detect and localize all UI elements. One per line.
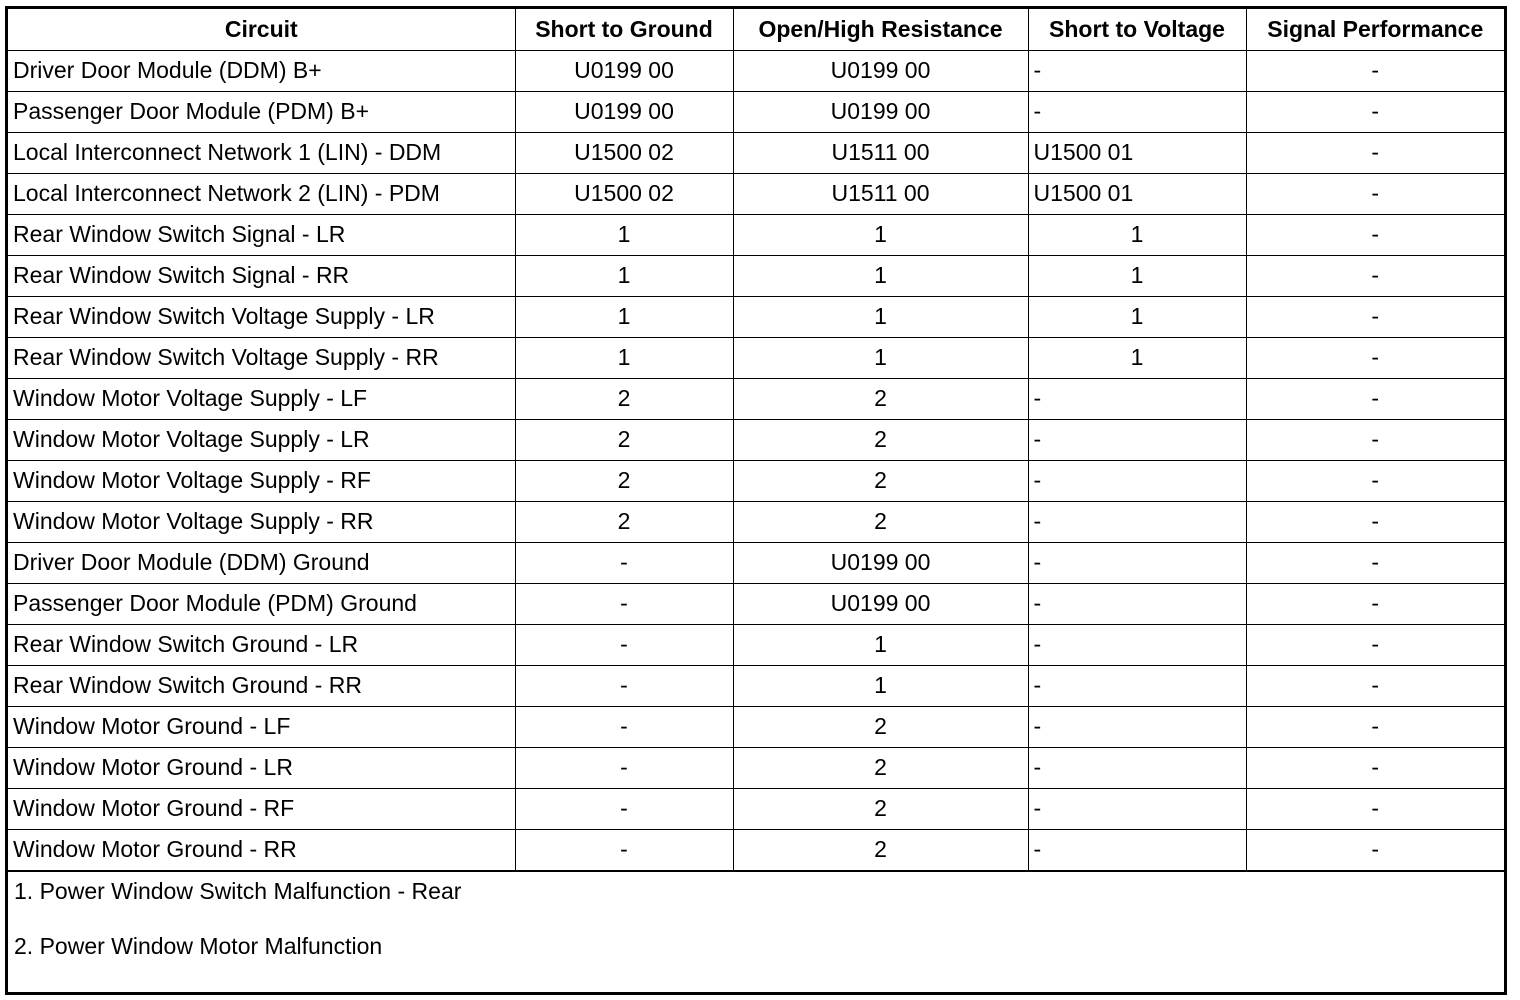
cell-open-high-resistance: 1 [733, 337, 1028, 378]
cell-open-high-resistance: U0199 00 [733, 583, 1028, 624]
cell-circuit: Window Motor Voltage Supply - LR [8, 419, 515, 460]
cell-circuit: Window Motor Ground - RF [8, 788, 515, 829]
cell-short-to-ground: - [515, 583, 733, 624]
cell-short-to-ground: 1 [515, 296, 733, 337]
cell-signal-performance: - [1246, 132, 1504, 173]
table-row [8, 706, 1504, 747]
cell-short-to-ground: U0199 00 [515, 50, 733, 91]
table-row [8, 542, 1504, 583]
cell-circuit: Driver Door Module (DDM) B+ [8, 50, 515, 91]
cell-circuit: Window Motor Ground - LF [8, 706, 515, 747]
cell-open-high-resistance: 1 [733, 624, 1028, 665]
table-header-row [8, 9, 1504, 50]
cell-short-to-voltage: - [1028, 50, 1246, 91]
cell-open-high-resistance: 1 [733, 255, 1028, 296]
cell-open-high-resistance: 2 [733, 788, 1028, 829]
cell-short-to-ground: 2 [515, 378, 733, 419]
cell-short-to-ground: - [515, 788, 733, 829]
cell-short-to-ground: 1 [515, 255, 733, 296]
cell-short-to-ground: - [515, 665, 733, 706]
cell-short-to-voltage: - [1028, 91, 1246, 132]
table-row [8, 214, 1504, 255]
circuit-dtc-table [8, 9, 1504, 871]
cell-short-to-ground: 1 [515, 337, 733, 378]
cell-circuit: Window Motor Ground - LR [8, 747, 515, 788]
cell-short-to-voltage: - [1028, 419, 1246, 460]
cell-open-high-resistance: 2 [733, 747, 1028, 788]
cell-short-to-voltage: - [1028, 460, 1246, 501]
table-row [8, 91, 1504, 132]
table-row [8, 583, 1504, 624]
cell-short-to-voltage: 1 [1028, 296, 1246, 337]
cell-short-to-voltage: - [1028, 542, 1246, 583]
cell-circuit: Rear Window Switch Ground - LR [8, 624, 515, 665]
cell-short-to-voltage: - [1028, 747, 1246, 788]
cell-open-high-resistance: 2 [733, 419, 1028, 460]
cell-signal-performance: - [1246, 706, 1504, 747]
table-row [8, 665, 1504, 706]
cell-signal-performance: - [1246, 378, 1504, 419]
table-body [8, 50, 1504, 870]
cell-short-to-voltage: - [1028, 378, 1246, 419]
cell-open-high-resistance: U0199 00 [733, 91, 1028, 132]
cell-circuit: Rear Window Switch Ground - RR [8, 665, 515, 706]
table-row [8, 173, 1504, 214]
cell-short-to-voltage: U1500 01 [1028, 173, 1246, 214]
cell-short-to-ground: U0199 00 [515, 91, 733, 132]
cell-open-high-resistance: 2 [733, 829, 1028, 870]
cell-circuit: Rear Window Switch Voltage Supply - RR [8, 337, 515, 378]
cell-signal-performance: - [1246, 665, 1504, 706]
cell-short-to-voltage: 1 [1028, 214, 1246, 255]
cell-signal-performance: - [1246, 91, 1504, 132]
cell-open-high-resistance: U1511 00 [733, 132, 1028, 173]
cell-open-high-resistance: 2 [733, 501, 1028, 542]
cell-short-to-voltage: U1500 01 [1028, 132, 1246, 173]
cell-short-to-ground: U1500 02 [515, 132, 733, 173]
header-open-high-resistance: Open/High Resistance [733, 9, 1028, 50]
table-row [8, 747, 1504, 788]
cell-short-to-ground: U1500 02 [515, 173, 733, 214]
table-row [8, 296, 1504, 337]
cell-signal-performance: - [1246, 419, 1504, 460]
cell-signal-performance: - [1246, 173, 1504, 214]
cell-signal-performance: - [1246, 214, 1504, 255]
cell-short-to-voltage: - [1028, 665, 1246, 706]
cell-circuit: Rear Window Switch Signal - RR [8, 255, 515, 296]
cell-short-to-voltage: - [1028, 788, 1246, 829]
cell-short-to-ground: - [515, 706, 733, 747]
cell-signal-performance: - [1246, 460, 1504, 501]
cell-open-high-resistance: 2 [733, 460, 1028, 501]
table-row [8, 419, 1504, 460]
table-row [8, 132, 1504, 173]
cell-circuit: Driver Door Module (DDM) Ground [8, 542, 515, 583]
cell-open-high-resistance: 2 [733, 378, 1028, 419]
header-short-to-voltage: Short to Voltage [1028, 9, 1246, 50]
cell-open-high-resistance: 2 [733, 706, 1028, 747]
note-1: 1. Power Window Switch Malfunction - Rear [14, 877, 462, 904]
cell-signal-performance: - [1246, 829, 1504, 870]
cell-short-to-ground: - [515, 624, 733, 665]
cell-circuit: Window Motor Voltage Supply - RR [8, 501, 515, 542]
table-row [8, 337, 1504, 378]
note-2: 2. Power Window Motor Malfunction [14, 932, 383, 959]
cell-short-to-voltage: - [1028, 624, 1246, 665]
cell-signal-performance: - [1246, 337, 1504, 378]
header-circuit: Circuit [8, 9, 515, 50]
cell-signal-performance: - [1246, 583, 1504, 624]
table-row [8, 50, 1504, 91]
header-signal-performance: Signal Performance [1246, 9, 1504, 50]
cell-signal-performance: - [1246, 747, 1504, 788]
table-row [8, 378, 1504, 419]
cell-signal-performance: - [1246, 255, 1504, 296]
cell-open-high-resistance: U1511 00 [733, 173, 1028, 214]
cell-circuit: Passenger Door Module (PDM) Ground [8, 583, 515, 624]
cell-circuit: Window Motor Voltage Supply - LF [8, 378, 515, 419]
cell-short-to-voltage: - [1028, 706, 1246, 747]
cell-short-to-ground: 2 [515, 501, 733, 542]
cell-circuit: Window Motor Voltage Supply - RF [8, 460, 515, 501]
cell-circuit: Rear Window Switch Voltage Supply - LR [8, 296, 515, 337]
cell-circuit: Local Interconnect Network 2 (LIN) - PDM [8, 173, 515, 214]
cell-circuit: Local Interconnect Network 1 (LIN) - DDM [8, 132, 515, 173]
cell-short-to-ground: 2 [515, 419, 733, 460]
cell-short-to-voltage: - [1028, 583, 1246, 624]
cell-signal-performance: - [1246, 50, 1504, 91]
cell-signal-performance: - [1246, 788, 1504, 829]
cell-circuit: Window Motor Ground - RR [8, 829, 515, 870]
notes-section [8, 871, 1504, 968]
cell-signal-performance: - [1246, 501, 1504, 542]
cell-circuit: Passenger Door Module (PDM) B+ [8, 91, 515, 132]
cell-open-high-resistance: U0199 00 [733, 542, 1028, 583]
cell-circuit: Rear Window Switch Signal - LR [8, 214, 515, 255]
cell-short-to-voltage: 1 [1028, 337, 1246, 378]
table-row [8, 460, 1504, 501]
cell-signal-performance: - [1246, 624, 1504, 665]
table-row [8, 788, 1504, 829]
cell-short-to-ground: - [515, 747, 733, 788]
cell-short-to-voltage: - [1028, 501, 1246, 542]
cell-signal-performance: - [1246, 542, 1504, 583]
cell-short-to-ground: - [515, 542, 733, 583]
cell-short-to-ground: 2 [515, 460, 733, 501]
cell-open-high-resistance: 1 [733, 665, 1028, 706]
cell-short-to-voltage: - [1028, 829, 1246, 870]
table-row [8, 829, 1504, 870]
table-row [8, 255, 1504, 296]
cell-open-high-resistance: 1 [733, 214, 1028, 255]
cell-open-high-resistance: U0199 00 [733, 50, 1028, 91]
cell-short-to-ground: - [515, 829, 733, 870]
table-row [8, 624, 1504, 665]
cell-short-to-voltage: 1 [1028, 255, 1246, 296]
cell-signal-performance: - [1246, 296, 1504, 337]
dtc-table-frame [5, 6, 1507, 995]
table-row [8, 501, 1504, 542]
cell-short-to-ground: 1 [515, 214, 733, 255]
cell-open-high-resistance: 1 [733, 296, 1028, 337]
header-short-to-ground: Short to Ground [515, 9, 733, 50]
